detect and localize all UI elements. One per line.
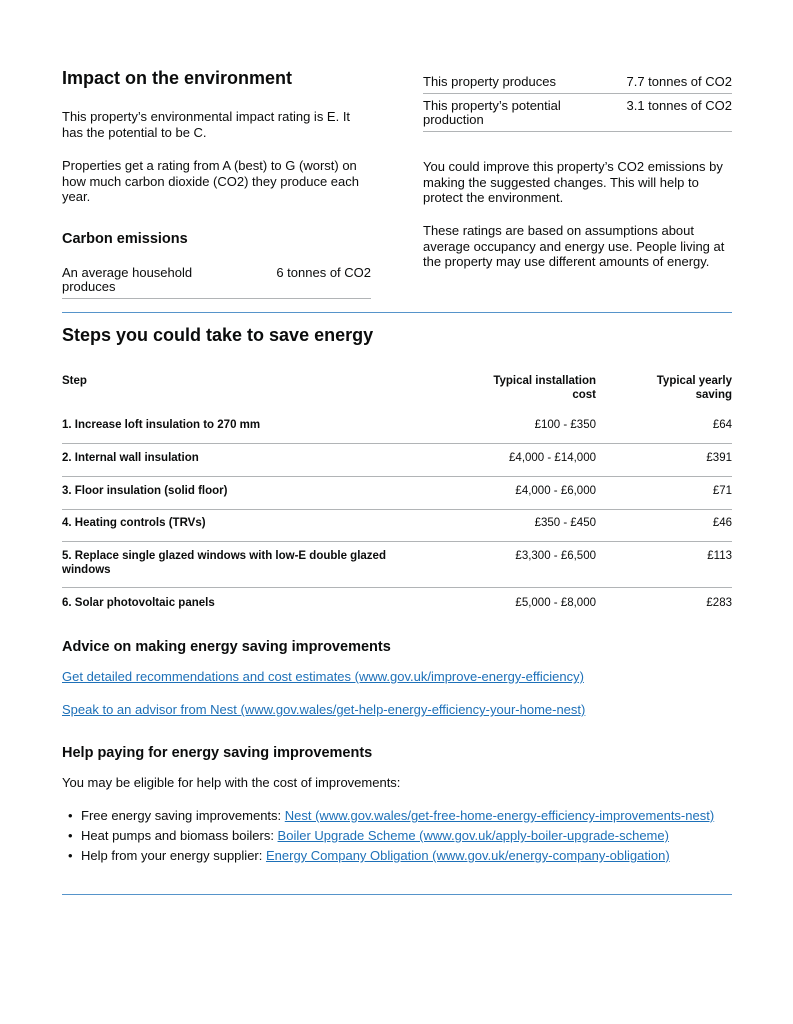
divider: [62, 509, 732, 510]
list-item-prefix: Heat pumps and biomass boilers:: [81, 828, 278, 843]
step-name: 1. Increase loft insulation to 270 mm: [62, 419, 261, 431]
step-saving: £391: [706, 452, 732, 464]
divider: [62, 476, 732, 477]
property-produces-row: [423, 75, 732, 89]
list-item-prefix: Help from your energy supplier:: [81, 848, 266, 863]
potential-production-value: 3.1 tonnes of CO2: [626, 98, 732, 113]
potential-production-label: This property’s potential production: [423, 98, 561, 127]
divider: [423, 93, 732, 94]
boiler-upgrade-link[interactable]: Boiler Upgrade Scheme (www.gov.uk/apply-boiler-upgrade-scheme): [277, 828, 669, 843]
nest-advisor-link[interactable]: Speak to an advisor from Nest (www.gov.wales/get-help-energy-efficiency-your-home-nest): [62, 702, 586, 717]
list-item: [62, 806, 714, 826]
step-cost: £3,300 - £6,500: [515, 550, 596, 562]
step-name: 4. Heating controls (TRVs): [62, 517, 206, 529]
step-name: 2. Internal wall insulation: [62, 452, 199, 464]
improve-emissions-text: You could improve this property’s CO2 emissions by making the suggested changes. This will help to protect the environment.: [423, 159, 723, 205]
step-saving: £113: [707, 550, 732, 562]
average-household-row: [62, 266, 371, 294]
divider: [62, 443, 732, 444]
step-name: 6. Solar photovoltaic panels: [62, 597, 215, 609]
step-name: 5. Replace single glazed windows with low-E double glazed windows: [62, 550, 386, 576]
step-cost: £350 - £450: [534, 517, 596, 529]
property-produces-label: This property produces: [423, 74, 556, 89]
help-intro-text: You may be eligible for help with the cost of improvements:: [62, 775, 401, 790]
potential-production-row: [423, 99, 732, 127]
advice-heading: Advice on making energy saving improvements: [62, 639, 391, 655]
rating-explainer-text: Properties get a rating from A (best) to G (worst) on how much carbon dioxide (CO2) they produce each year.: [62, 158, 359, 204]
step-saving: £46: [712, 517, 732, 529]
section-divider: [62, 894, 732, 895]
divider: [423, 131, 732, 132]
assumptions-text: These ratings are based on assumptions about average occupancy and energy use. People living at the property may use different amounts of energy.: [423, 223, 725, 269]
energy-company-obligation-link[interactable]: Energy Company Obligation (www.gov.uk/energy-company-obligation): [265, 848, 670, 863]
average-household-value: 6 tonnes of CO2: [276, 265, 371, 280]
step-saving: £64: [712, 419, 732, 431]
steps-col-saving: Typical yearly saving: [656, 375, 732, 401]
divider: [62, 541, 732, 542]
help-list: [62, 806, 714, 866]
environmental-rating-text: This property’s environmental impact rating is E. It has the potential to be C.: [62, 109, 351, 140]
step-name: 3. Floor insulation (solid floor): [62, 485, 228, 497]
list-item: [62, 846, 714, 866]
divider: [62, 587, 732, 588]
nest-improvements-link[interactable]: Nest (www.gov.wales/get-free-home-energy-efficiency-improvements-nest): [284, 808, 715, 823]
step-cost: £100 - £350: [534, 419, 596, 431]
recommendations-link[interactable]: Get detailed recommendations and cost estimates (www.gov.uk/improve-energy-efficiency): [62, 669, 584, 684]
bullet-icon: •: [68, 808, 73, 823]
steps-heading: Steps you could take to save energy: [62, 325, 374, 345]
average-household-label: An average household produces: [62, 265, 193, 294]
list-item-prefix: Free energy saving improvements:: [81, 808, 285, 823]
carbon-emissions-heading: Carbon emissions: [62, 231, 188, 247]
step-cost: £4,000 - £6,000: [515, 485, 596, 497]
bullet-icon: •: [68, 828, 73, 843]
step-cost: £5,000 - £8,000: [515, 597, 596, 609]
step-cost: £4,000 - £14,000: [509, 452, 596, 464]
property-produces-value: 7.7 tonnes of CO2: [626, 74, 732, 89]
section-divider: [62, 312, 732, 313]
bullet-icon: •: [68, 848, 73, 863]
list-item: [62, 826, 714, 846]
environment-heading: Impact on the environment: [62, 68, 293, 88]
step-saving: £71: [712, 485, 732, 497]
steps-col-step: Step: [62, 375, 87, 387]
help-paying-heading: Help paying for energy saving improvements: [62, 745, 373, 761]
divider: [62, 298, 371, 299]
step-saving: £283: [706, 597, 732, 609]
steps-col-cost: Typical installation cost: [493, 375, 596, 401]
